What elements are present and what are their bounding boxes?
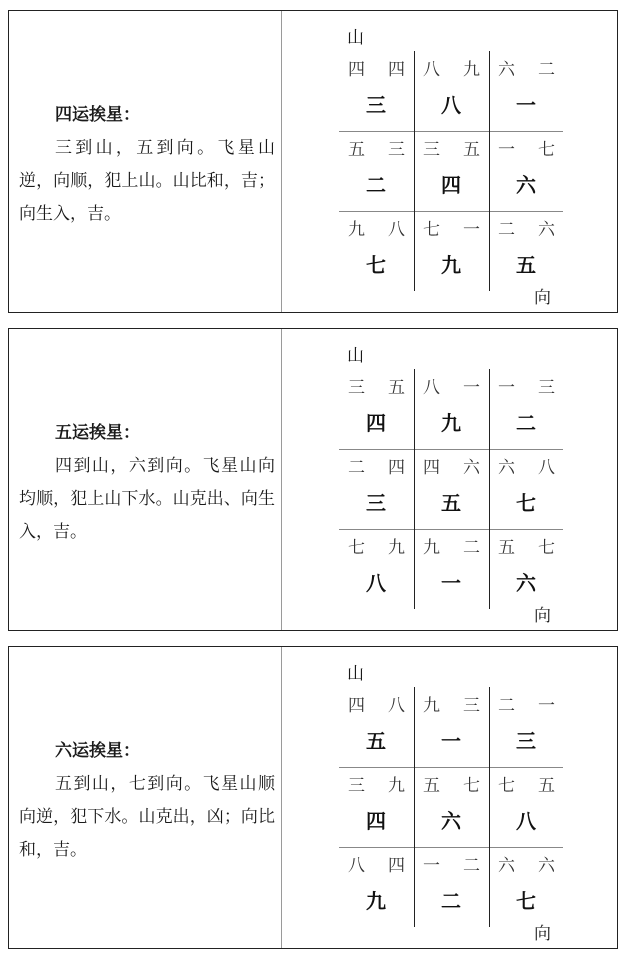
palace-cell <box>414 369 488 449</box>
star-pair <box>414 373 488 398</box>
facing-star: 二 <box>463 856 480 876</box>
base-star: 七 <box>366 253 386 277</box>
palace-cell <box>414 131 488 211</box>
facing-star: 九 <box>388 538 405 558</box>
mountain-star: 五 <box>423 776 440 796</box>
palace-cell <box>339 847 413 927</box>
mountain-star: 九 <box>423 538 440 558</box>
base-star: 一 <box>516 93 536 117</box>
star-pair <box>414 215 488 240</box>
star-pair <box>489 55 563 80</box>
facing-star: 一 <box>463 378 480 398</box>
mountain-star: 六 <box>498 60 515 80</box>
facing-star: 五 <box>538 776 555 796</box>
star-pair <box>339 533 413 558</box>
facing-star: 三 <box>538 378 555 398</box>
mountain-direction-label: 山 <box>347 346 364 366</box>
star-pair <box>339 851 413 876</box>
nine-palace-grid <box>339 687 563 927</box>
palace-cell <box>339 449 413 529</box>
mountain-star: 二 <box>348 458 365 478</box>
panel-divider <box>281 11 282 312</box>
facing-star: 七 <box>538 140 555 160</box>
nine-palace-grid <box>339 369 563 609</box>
flying-star-panel <box>8 646 618 949</box>
palace-cell <box>489 529 563 609</box>
base-star: 二 <box>516 411 536 435</box>
mountain-star: 五 <box>498 538 515 558</box>
mountain-star: 三 <box>348 776 365 796</box>
palace-cell <box>414 51 488 131</box>
mountain-star: 六 <box>498 458 515 478</box>
facing-star: 九 <box>388 776 405 796</box>
facing-star: 八 <box>388 220 405 240</box>
palace-cell <box>339 211 413 291</box>
base-star: 四 <box>441 173 461 197</box>
palace-cell <box>414 847 488 927</box>
mountain-star: 三 <box>348 378 365 398</box>
star-pair <box>489 135 563 160</box>
facing-star: 三 <box>388 140 405 160</box>
facing-star: 八 <box>538 458 555 478</box>
base-star: 七 <box>516 889 536 913</box>
mountain-star: 八 <box>348 856 365 876</box>
mountain-star: 一 <box>498 378 515 398</box>
base-star: 六 <box>516 173 536 197</box>
base-star: 五 <box>441 491 461 515</box>
period-heading: 六运挨星： <box>55 741 140 761</box>
star-pair <box>489 453 563 478</box>
facing-star: 八 <box>388 696 405 716</box>
base-star: 八 <box>441 93 461 117</box>
base-star: 二 <box>441 889 461 913</box>
star-pair <box>339 771 413 796</box>
star-pair <box>414 533 488 558</box>
mountain-direction-label: 山 <box>347 664 364 684</box>
panel-divider <box>281 647 282 948</box>
mountain-star: 五 <box>348 140 365 160</box>
star-pair <box>339 135 413 160</box>
base-star: 九 <box>366 889 386 913</box>
facing-star: 七 <box>463 776 480 796</box>
star-pair <box>414 691 488 716</box>
palace-cell <box>414 767 488 847</box>
base-star: 一 <box>441 571 461 595</box>
palace-cell <box>339 369 413 449</box>
facing-star: 五 <box>463 140 480 160</box>
facing-star: 二 <box>538 60 555 80</box>
facing-star: 四 <box>388 856 405 876</box>
star-pair <box>339 453 413 478</box>
mountain-direction-label: 山 <box>347 28 364 48</box>
facing-star: 二 <box>463 538 480 558</box>
base-star: 三 <box>366 93 386 117</box>
star-pair <box>339 373 413 398</box>
palace-cell <box>489 369 563 449</box>
mountain-star: 四 <box>348 696 365 716</box>
star-pair <box>414 771 488 796</box>
mountain-star: 七 <box>498 776 515 796</box>
base-star: 二 <box>366 173 386 197</box>
mountain-star: 一 <box>498 140 515 160</box>
palace-cell <box>489 211 563 291</box>
facing-direction-label: 向 <box>534 924 551 944</box>
palace-cell <box>489 687 563 767</box>
panel-divider <box>281 329 282 630</box>
star-pair <box>489 691 563 716</box>
mountain-star: 一 <box>423 856 440 876</box>
palace-cell <box>339 529 413 609</box>
mountain-star: 七 <box>423 220 440 240</box>
facing-star: 九 <box>463 60 480 80</box>
facing-star: 六 <box>538 856 555 876</box>
palace-cell <box>489 449 563 529</box>
flying-star-panel <box>8 10 618 313</box>
facing-star: 五 <box>388 378 405 398</box>
star-pair <box>489 851 563 876</box>
palace-cell <box>489 767 563 847</box>
palace-cell <box>339 131 413 211</box>
base-star: 六 <box>441 809 461 833</box>
palace-cell <box>339 767 413 847</box>
star-pair <box>489 771 563 796</box>
palace-cell <box>414 211 488 291</box>
facing-star: 一 <box>538 696 555 716</box>
base-star: 四 <box>366 809 386 833</box>
mountain-star: 八 <box>423 378 440 398</box>
facing-star: 三 <box>463 696 480 716</box>
base-star: 九 <box>441 253 461 277</box>
mountain-star: 四 <box>423 458 440 478</box>
palace-cell <box>489 847 563 927</box>
facing-star: 一 <box>463 220 480 240</box>
facing-direction-label: 向 <box>534 606 551 626</box>
star-pair <box>489 373 563 398</box>
star-pair <box>414 851 488 876</box>
period-body-text: 三到山，五到向。飞星山逆，向顺，犯上山。山比和，吉；向生入，吉。 <box>19 138 275 224</box>
mountain-star: 八 <box>423 60 440 80</box>
base-star: 三 <box>516 729 536 753</box>
palace-cell <box>414 529 488 609</box>
palace-cell <box>489 51 563 131</box>
base-star: 八 <box>366 571 386 595</box>
palace-cell <box>414 687 488 767</box>
base-star: 九 <box>441 411 461 435</box>
mountain-star: 九 <box>348 220 365 240</box>
facing-star: 四 <box>388 60 405 80</box>
palace-cell <box>339 51 413 131</box>
flying-star-panel <box>8 328 618 631</box>
period-description <box>19 735 275 867</box>
facing-direction-label: 向 <box>534 288 551 308</box>
base-star: 五 <box>366 729 386 753</box>
star-pair <box>414 453 488 478</box>
period-description <box>19 417 275 549</box>
mountain-star: 二 <box>498 220 515 240</box>
star-pair <box>339 215 413 240</box>
base-star: 四 <box>366 411 386 435</box>
nine-palace-grid <box>339 51 563 291</box>
base-star: 六 <box>516 571 536 595</box>
mountain-star: 三 <box>423 140 440 160</box>
palace-cell <box>489 131 563 211</box>
mountain-star: 九 <box>423 696 440 716</box>
base-star: 五 <box>516 253 536 277</box>
period-heading: 四运挨星： <box>55 105 140 125</box>
mountain-star: 二 <box>498 696 515 716</box>
facing-star: 六 <box>463 458 480 478</box>
mountain-star: 四 <box>348 60 365 80</box>
base-star: 一 <box>441 729 461 753</box>
base-star: 七 <box>516 491 536 515</box>
palace-cell <box>414 449 488 529</box>
facing-star: 四 <box>388 458 405 478</box>
facing-star: 六 <box>538 220 555 240</box>
period-body-text: 四到山，六到向。飞星山向均顺，犯上山下水。山克出、向生入，吉。 <box>19 456 275 542</box>
period-body-text: 五到山，七到向。飞星山顺向逆，犯下水。山克出，凶；向比和，吉。 <box>19 774 275 860</box>
mountain-star: 六 <box>498 856 515 876</box>
star-pair <box>489 215 563 240</box>
star-pair <box>339 55 413 80</box>
star-pair <box>489 533 563 558</box>
period-heading: 五运挨星： <box>55 423 140 443</box>
base-star: 三 <box>366 491 386 515</box>
base-star: 八 <box>516 809 536 833</box>
star-pair <box>339 691 413 716</box>
palace-cell <box>339 687 413 767</box>
period-description <box>19 99 275 231</box>
star-pair <box>414 55 488 80</box>
mountain-star: 七 <box>348 538 365 558</box>
star-pair <box>414 135 488 160</box>
facing-star: 七 <box>538 538 555 558</box>
